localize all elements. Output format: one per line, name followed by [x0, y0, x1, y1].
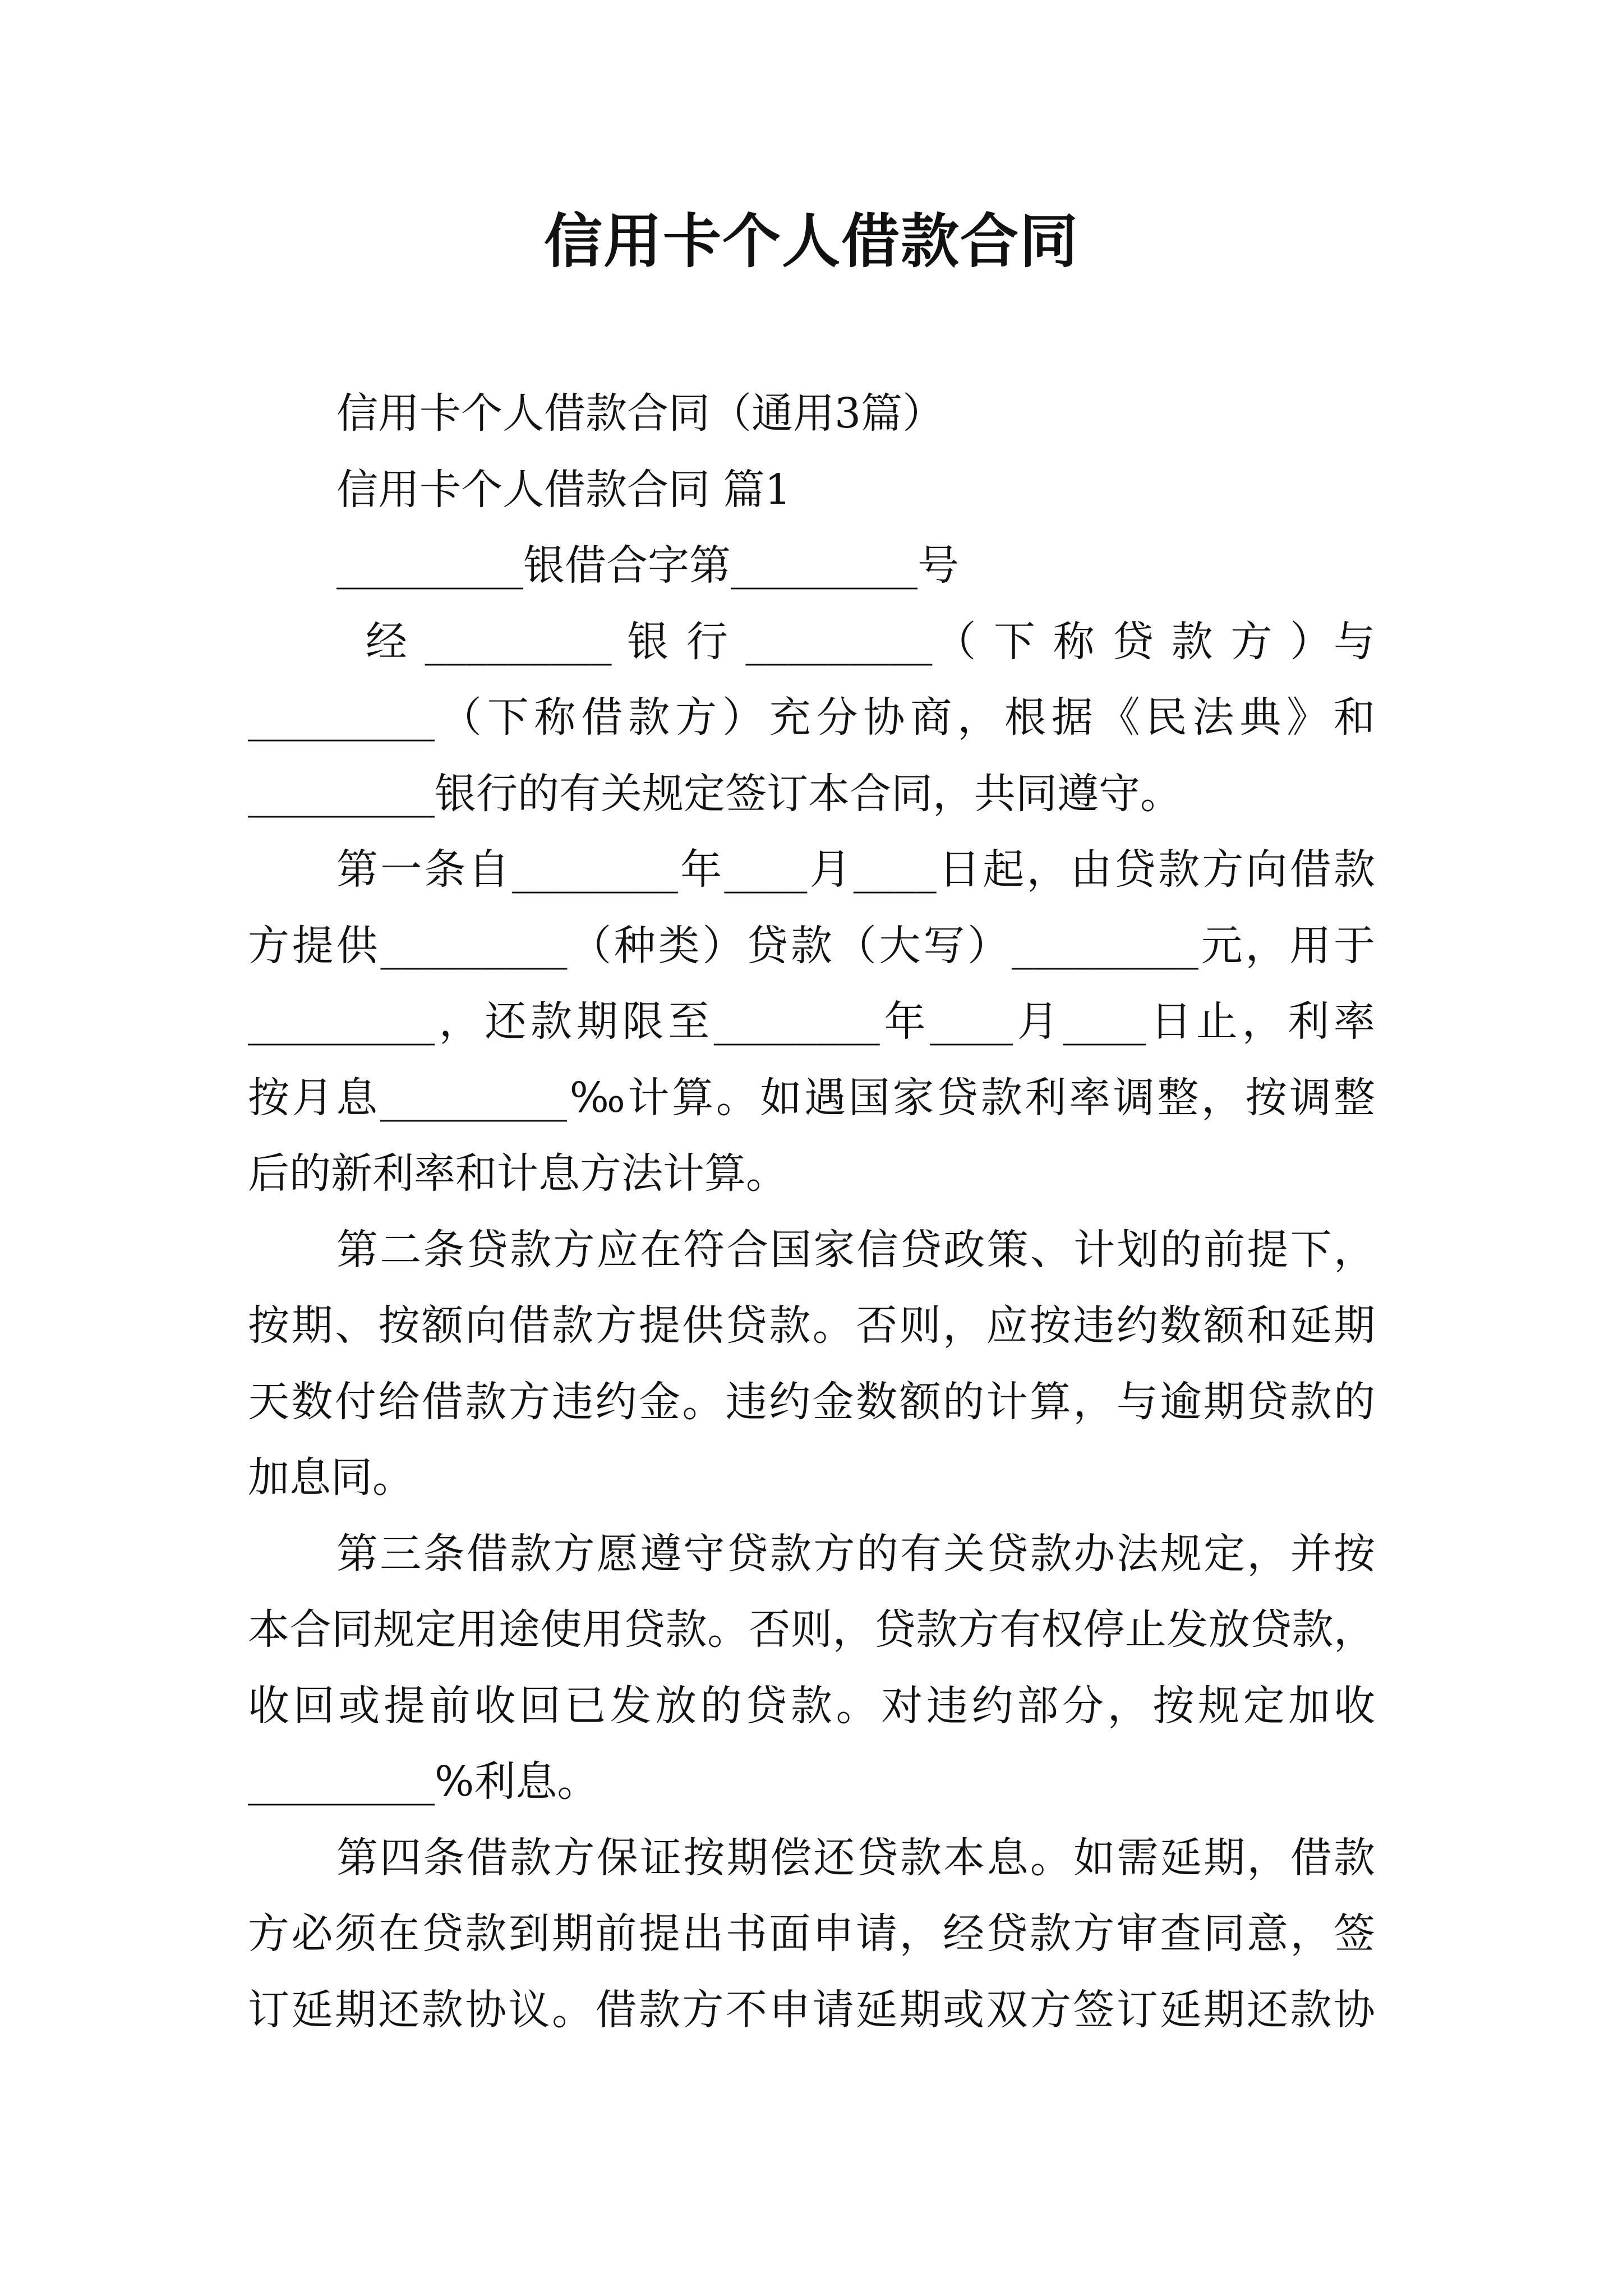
clause-4-line: 方必须在贷款到期前提出书面申请，经贷款方审查同意，签: [248, 1910, 1375, 1958]
clause-1-line: _________，还款期限至________年____月____日止，利率: [248, 997, 1375, 1046]
contract-number-line: _________银借合字第_________号: [336, 541, 959, 590]
clause-1-line: 方提供_________（种类）贷款（大写）_________元，用于: [248, 921, 1375, 970]
clause-3-line: 第三条借款方愿遵守贷款方的有关贷款办法规定，并按: [336, 1529, 1375, 1578]
clause-4-line: 订延期还款协议。借款方不申请延期或双方签订延期还款协: [248, 1985, 1375, 2034]
clause-2-line: 按期、按额向借款方提供贷款。否则，应按违约数额和延期: [248, 1301, 1375, 1350]
document-body: [248, 376, 1375, 2048]
document-title: 信用卡个人借款合同: [543, 206, 1079, 275]
paragraph-line: _________（下称借款方）充分协商，根据《民法典》和: [248, 693, 1375, 742]
clause-1-line: 后的新利率和计息方法计算。: [248, 1149, 787, 1198]
clause-3-line: 收回或提前收回已发放的贷款。对违约部分，按规定加收: [248, 1681, 1375, 1730]
clause-2-line: 天数付给借款方违约金。违约金数额的计算，与逾期贷款的: [248, 1377, 1375, 1426]
clause-2-line: 加息同。: [248, 1453, 414, 1502]
clause-3-line: 本合同规定用途使用贷款。否则，贷款方有权停止发放贷款，: [248, 1605, 1375, 1654]
paragraph-line: _________银行的有关规定签订本合同，共同遵守。: [248, 769, 1182, 818]
subtitle-line: 信用卡个人借款合同（通用3篇）: [336, 389, 944, 438]
clause-4-line: 第四条借款方保证按期偿还贷款本息。如需延期，借款: [336, 1833, 1375, 1882]
paragraph-line: 经 _________ 银 行 _________（ 下 称 贷 款 方 ）与: [366, 617, 1375, 666]
section-heading: 信用卡个人借款合同 篇1: [336, 465, 791, 514]
clause-1-line: 按月息_________‰计算。如遇国家贷款利率调整，按调整: [248, 1073, 1375, 1122]
clause-3-line: _________%利息。: [248, 1757, 599, 1806]
clause-2-line: 第二条贷款方应在符合国家信贷政策、计划的前提下，: [336, 1225, 1375, 1274]
clause-1-line: 第一条自________年____月____日起，由贷款方向借款: [336, 845, 1375, 894]
